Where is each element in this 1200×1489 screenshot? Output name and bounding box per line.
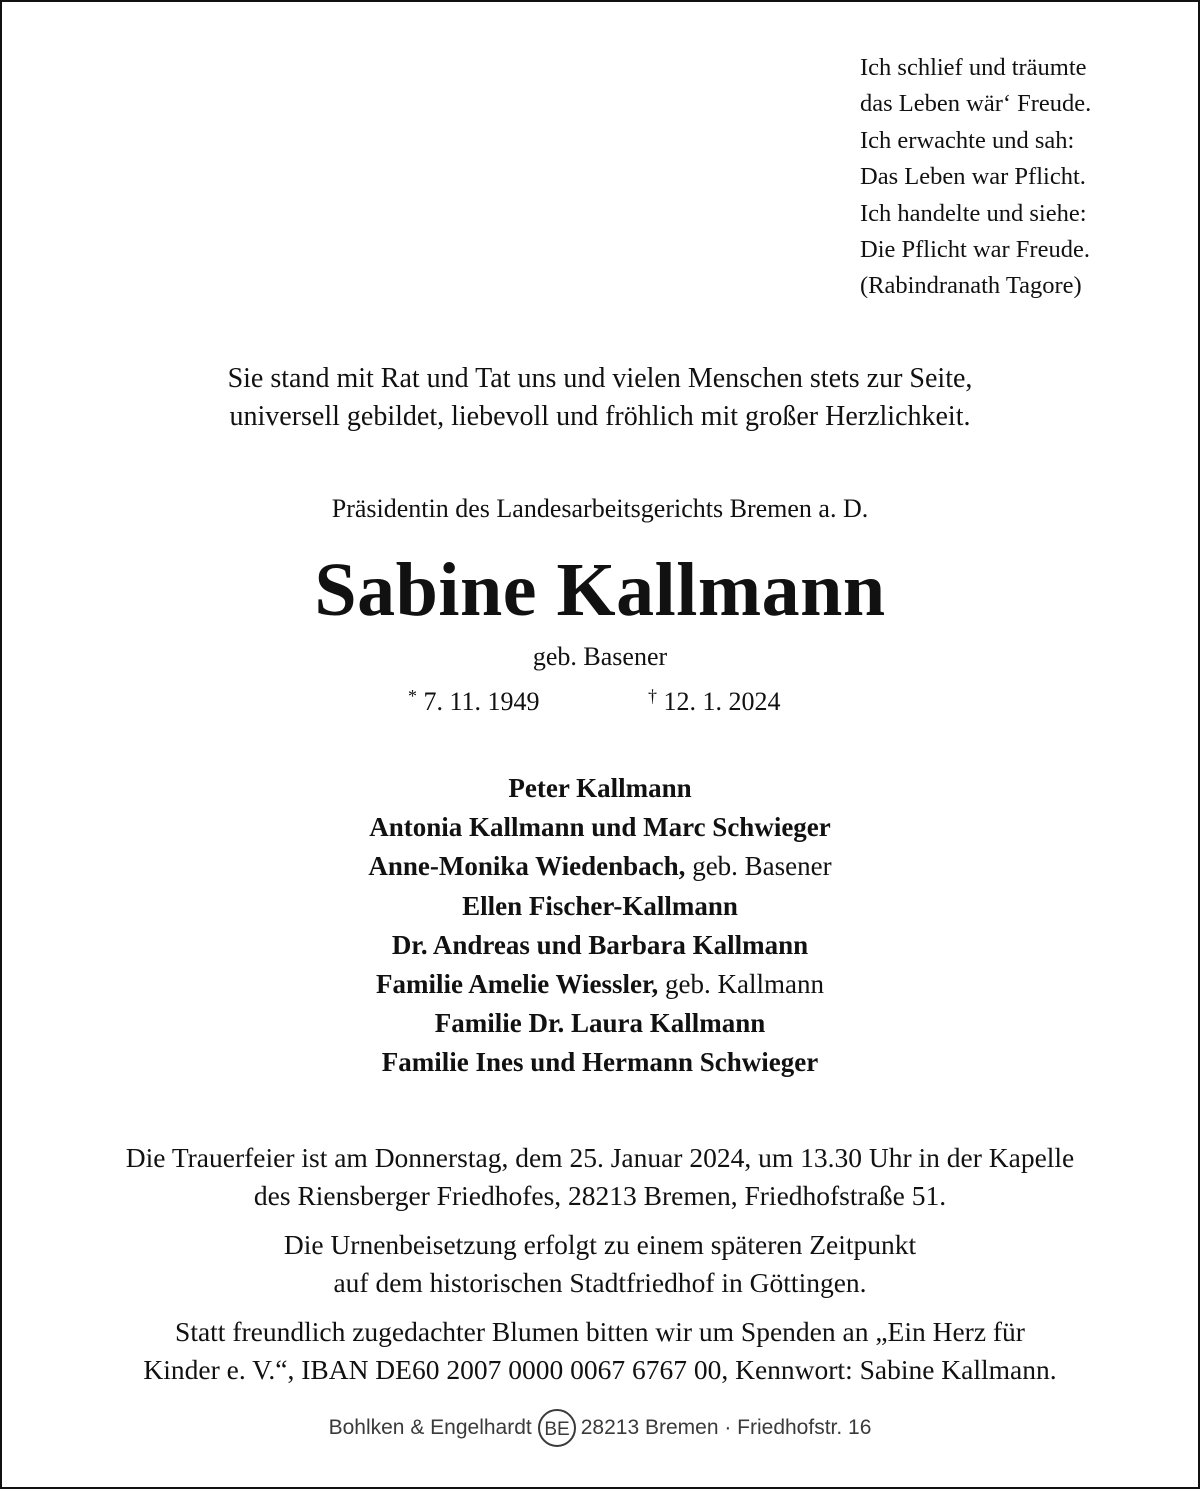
urn-line-1: Die Urnenbeisetzung erfolgt zu einem späteren Zeitpunkt: [283, 1229, 917, 1260]
mourner-name: Antonia Kallmann und Marc Schwieger: [369, 812, 831, 843]
mourner-row: [0, 1043, 1200, 1082]
mourner-row: [0, 847, 1200, 886]
mourner-name: Familie Ines und Hermann Schwieger: [381, 1047, 819, 1078]
death-symbol: †: [648, 686, 657, 706]
mourner-name: Peter Kallmann: [508, 773, 692, 803]
mourner-name: Familie Amelie Wiessler,: [376, 968, 659, 999]
logo-letters: BE: [544, 1419, 570, 1440]
urn-line-2: auf dem historischen Stadtfriedhof in Göttingen.: [333, 1267, 867, 1298]
tribute-line-2: universell gebildet, liebevoll und fröhlich mit großer Herzlichkeit.: [229, 401, 971, 432]
birth-date: [408, 679, 540, 719]
poem-line: Ich erwachte und sah:: [860, 126, 1075, 154]
funeral-home-address: 28213 Bremen · Friedhofstr. 16: [580, 1416, 872, 1439]
poem-line: Das Leben war Pflicht.: [860, 163, 1086, 191]
mourner-row: [0, 965, 1200, 1004]
poem-line: Ich handelte und siehe:: [860, 199, 1087, 227]
death-date: [648, 679, 781, 719]
mourner-row: [0, 808, 1200, 847]
mourner-note: geb. Kallmann: [658, 968, 824, 999]
birth-symbol: *: [408, 686, 417, 706]
donation-line-1: Statt freundlich zugedachter Blumen bitten wir um Spenden an „Ein Herz für: [175, 1316, 1025, 1347]
funeral-line-1: Die Trauerfeier ist am Donnerstag, dem 25. Januar 2024, um 13.30 Uhr in der Kapelle: [125, 1142, 1075, 1173]
mourner-note: geb. Basener: [685, 851, 832, 882]
deceased-name: Sabine Kallmann: [314, 548, 886, 632]
mourner-name: Anne-Monika Wiedenbach,: [368, 851, 686, 882]
mourner-name: Ellen Fischer-Kallmann: [462, 890, 738, 921]
maiden-name: geb. Basener: [532, 642, 668, 671]
poem: [860, 50, 1091, 305]
funeral-info: [0, 1139, 1200, 1215]
deceased-title: Präsidentin des Landesarbeitsgerichts Bremen a. D.: [331, 494, 869, 523]
poem-line: das Leben wär‘ Freude.: [860, 90, 1092, 118]
mourner-row: [0, 926, 1200, 965]
funeral-home-name: Bohlken & Engelhardt: [328, 1416, 532, 1439]
funeral-line-2: des Riensberger Friedhofes, 28213 Bremen, Friedhofstraße 51.: [253, 1180, 947, 1211]
tribute-line-1: Sie stand mit Rat und Tat uns und vielen Menschen stets zur Seite,: [227, 363, 973, 394]
mourner-row: [0, 887, 1200, 926]
funeral-home-footer: [0, 1408, 1200, 1448]
death-date-value: 12. 1. 2024: [663, 687, 781, 716]
mourners-list: [0, 769, 1200, 1083]
poem-line: Die Pflicht war Freude.: [860, 235, 1090, 263]
urn-info: [0, 1226, 1200, 1302]
funeral-home-logo-icon: [537, 1408, 577, 1448]
birth-date-value: 7. 11. 1949: [423, 687, 540, 716]
poem-author: (Rabindranath Tagore): [860, 272, 1082, 300]
tribute-text: [0, 360, 1200, 436]
mourner-name: Familie Dr. Laura Kallmann: [434, 1008, 766, 1039]
poem-line: Ich schlief und träumte: [860, 54, 1087, 81]
mourner-name: Dr. Andreas und Barbara Kallmann: [391, 929, 809, 960]
donation-info: [0, 1313, 1200, 1389]
donation-line-2: Kinder e. V.“, IBAN DE60 2007 0000 0067 6767 00, Kennwort: Sabine Kallmann.: [143, 1354, 1057, 1385]
mourner-row: [0, 1004, 1200, 1043]
mourner-row: [0, 769, 1200, 808]
